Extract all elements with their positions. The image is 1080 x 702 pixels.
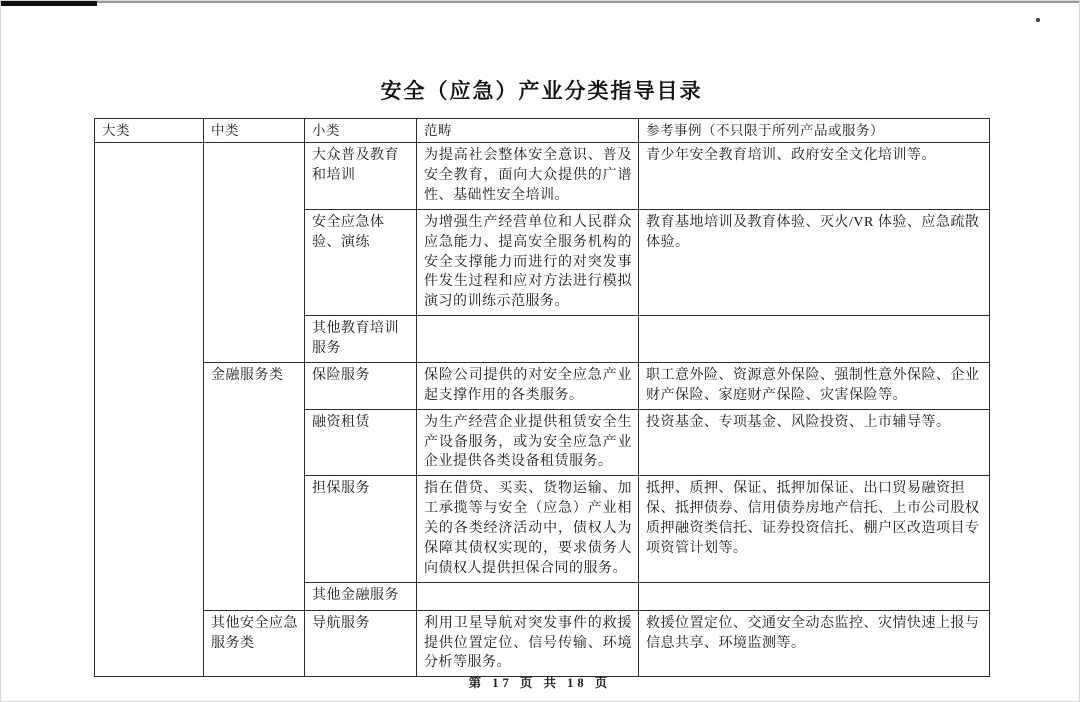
small-category-cell: 融资租赁 [305,409,417,476]
scan-artifact-top-line [1,1,1079,3]
examples-cell [639,316,990,363]
scope-cell: 为生产经营企业提供租赁安全生产设备服务，或为安全应急产业企业提供各类设备租赁服务。 [417,409,639,476]
scan-artifact-dot [1036,18,1040,22]
major-category-cell [95,143,204,677]
scope-cell [417,582,639,610]
examples-cell: 青少年安全教育培训、政府安全文化培训等。 [639,143,990,210]
small-category-cell: 安全应急体验、演练 [305,209,417,315]
scope-cell: 保险公司提供的对安全应急产业起支撑作用的各类服务。 [417,362,639,409]
header-middle-category: 中类 [204,119,305,143]
small-category-cell: 导航服务 [305,610,417,677]
small-category-cell: 担保服务 [305,476,417,582]
table-row [95,362,990,409]
small-category-cell: 其他金融服务 [305,582,417,610]
header-examples: 参考事例（不只限于所列产品或服务） [639,119,990,143]
examples-cell: 投资基金、专项基金、风险投资、上市辅导等。 [639,409,990,476]
table-row [95,610,990,677]
scope-cell: 利用卫星导航对突发事件的救援提供位置定位、信号传输、环境分析等服务。 [417,610,639,677]
scope-cell [417,316,639,363]
middle-category-cell: 其他安全应急服务类 [204,610,305,677]
middle-category-cell [204,143,305,363]
middle-category-cell: 金融服务类 [204,362,305,610]
scope-cell: 指在借贷、买卖、货物运输、加工承揽等与安全（应急）产业相关的各类经济活动中，债权人为保障其债权实现的，要求债务人向债权人提供担保合同的服务。 [417,476,639,582]
examples-cell: 救援位置定位、交通安全动态监控、灾情快速上报与信息共享、环境监测等。 [639,610,990,677]
examples-cell: 教育基地培训及教育体验、灭火/VR 体验、应急疏散体验。 [639,209,990,315]
header-major-category: 大类 [95,119,204,143]
small-category-cell: 其他教育培训服务 [305,316,417,363]
header-scope: 范畴 [417,119,639,143]
scope-cell: 为提高社会整体安全意识、普及安全教育，面向大众提供的广谱性、基础性安全培训。 [417,143,639,210]
scope-cell: 为增强生产经营单位和人民群众应急能力、提高安全服务机构的安全支撑能力而进行的对突发事件发生过程和应对方法进行模拟演习的训练示范服务。 [417,209,639,315]
small-category-cell: 大众普及教育和培训 [305,143,417,210]
examples-cell: 职工意外险、资源意外保险、强制性意外保险、企业财产保险、家庭财产保险、灾害保险等。 [639,362,990,409]
small-category-cell: 保险服务 [305,362,417,409]
page-title: 安全（应急）产业分类指导目录 [380,79,703,103]
table-row [95,143,990,210]
classification-table [94,118,990,677]
page-footer: 第 17 页 共 18 页 [468,676,612,690]
examples-cell [639,582,990,610]
scan-artifact-black-bar [1,1,97,6]
table-header-row [95,119,990,143]
examples-cell: 抵押、质押、保证、抵押加保证、出口贸易融资担保、抵押债券、信用债券房地产信托、上市公司股权质押融资类信托、证券投资信托、棚户区改造项目专项资管计划等。 [639,476,990,582]
header-small-category: 小类 [305,119,417,143]
